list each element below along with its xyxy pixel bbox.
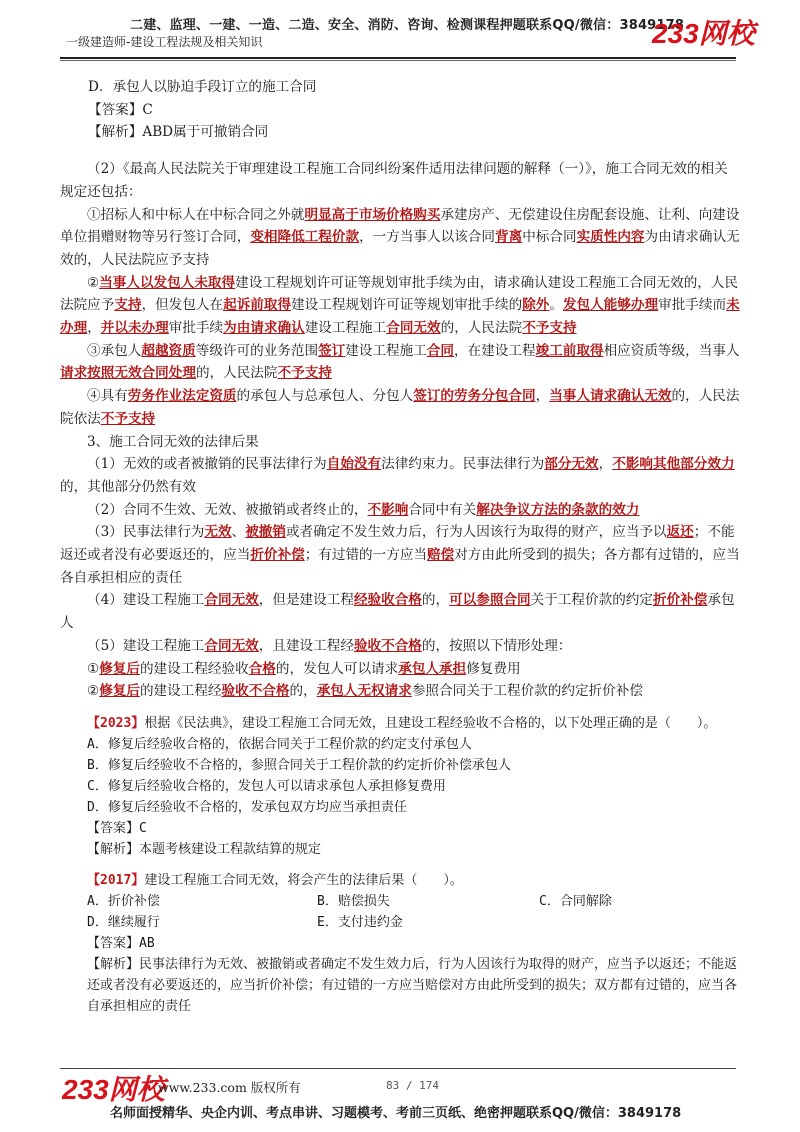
text-segment: ；有过错的一方应当 xyxy=(304,547,428,564)
analysis-line: 【解析】ABD属于可撤销合同 xyxy=(88,124,269,141)
key-phrase: 可以参照合同 xyxy=(449,592,531,609)
question-2023 xyxy=(60,713,740,860)
text-segment: 法律约束力。民事法律行为 xyxy=(381,456,545,473)
text-segment: （1）无效的或者被撤销的民事法律行为 xyxy=(87,456,327,473)
key-phrase: 无效 xyxy=(204,524,232,541)
text-segment: 的建设工程经 xyxy=(139,683,222,700)
section3-title: 3、施工合同无效的法律后果 xyxy=(87,433,259,450)
text-segment: ， xyxy=(535,388,550,405)
key-phrase: 合同无效 xyxy=(386,320,441,337)
section3-p3 xyxy=(60,521,740,589)
key-phrase: 部分无效 xyxy=(544,456,599,473)
key-phrase: 为由请求确认 xyxy=(223,320,305,337)
key-phrase: 明显高于市场价格购买 xyxy=(304,206,441,223)
option-d: D．修复后经验收不合格的，发承包双方均应当承担责任 xyxy=(87,799,407,815)
page-header xyxy=(0,0,800,58)
key-phrase: 起诉前取得 xyxy=(223,297,292,314)
section3-p4 xyxy=(60,589,740,634)
question-stem-text: 建设工程施工合同无效，将会产生的法律后果（ ）。 xyxy=(144,872,463,888)
key-phrase: 承包人无权请求 xyxy=(316,683,412,700)
key-phrase: 除外 xyxy=(522,297,550,314)
answer-line: 【答案】C xyxy=(87,820,147,836)
key-phrase: 验收不合格 xyxy=(221,683,290,700)
text-segment: ② xyxy=(87,683,100,700)
text-segment: 中标合同 xyxy=(522,229,577,246)
text-segment: 建设工程规划许可证等规划审批手续的 xyxy=(291,297,523,314)
question-year: 【2023】 xyxy=(87,715,145,731)
text-segment: 对方由此所受到的损失；各方都有过错的，应当各自承担相应的责任 xyxy=(60,547,740,586)
section2-intro: （2）《最高人民法院关于审理建设工程施工合同纠纷案件适用法律问题的解释（一）》，施工合同无效的相关规定还包括： xyxy=(60,161,728,200)
section2-item3 xyxy=(60,340,740,385)
option-c: C．合同解除 xyxy=(539,893,612,909)
key-phrase: 返还 xyxy=(666,524,694,541)
text-segment: ，但是建设工程 xyxy=(258,592,354,609)
option-c: C．修复后经验收合格的，发包人可以请求承包人承担修复费用 xyxy=(87,778,446,794)
key-phrase: 修复后 xyxy=(99,683,140,700)
text-segment: 建设工程施工 xyxy=(345,342,427,359)
text-segment: （3）民事法律行为 xyxy=(87,524,205,541)
text-segment: （4）建设工程施工 xyxy=(87,592,205,609)
text-segment: 的，人民法院 xyxy=(195,365,278,382)
key-phrase: 背离 xyxy=(495,229,523,246)
text-segment: ，一方当事人以该合同 xyxy=(359,229,495,246)
key-phrase: 合同 xyxy=(426,342,455,359)
header-divider-thin xyxy=(60,60,736,61)
section3-p2 xyxy=(60,499,740,522)
text-segment: 审批手续 xyxy=(168,320,224,337)
text-segment: 相应资质等级，当事人 xyxy=(603,342,740,359)
text-segment: ；不能返还或者没有必要返还的，应当 xyxy=(60,524,735,564)
text-segment: 关于工程价款的约定 xyxy=(530,592,653,609)
key-phrase: 修复后 xyxy=(99,660,140,677)
key-phrase: 不予支持 xyxy=(277,365,332,382)
text-segment: ② xyxy=(87,274,100,291)
footer-logo: 233网校 xyxy=(62,1074,165,1105)
header-divider xyxy=(60,57,736,59)
text-segment: 。 xyxy=(549,297,563,314)
text-segment: 的，发包人可以请求 xyxy=(275,660,399,677)
text-segment: ③承包人 xyxy=(87,342,142,359)
text-segment: 合同中有关 xyxy=(408,501,477,518)
section3-p5b xyxy=(60,680,740,703)
key-phrase: 合同无效 xyxy=(204,592,259,609)
text-segment: 的，人民法院依法 xyxy=(60,388,740,427)
key-phrase: 折价补偿 xyxy=(653,592,708,609)
text-segment: ， xyxy=(87,320,101,337)
text-segment: 的， xyxy=(289,683,317,700)
text-segment: 的，按照以下情形处理： xyxy=(421,637,572,654)
text-segment: ， xyxy=(598,456,613,473)
text-segment: 的承包人与总承包人、分包人 xyxy=(236,388,414,405)
option-e: E．支付违约金 xyxy=(317,914,403,930)
analysis-line: 【解析】本题考核建设工程款结算的规定 xyxy=(87,841,322,857)
text-segment: 为由请求确认无效的，人民法院应予支持 xyxy=(60,229,740,268)
key-phrase: 竣工前取得 xyxy=(535,342,604,359)
question-stem xyxy=(60,870,740,891)
text-segment: 修复费用 xyxy=(466,660,521,677)
text-segment: 、 xyxy=(231,524,246,541)
section2-item4 xyxy=(60,385,740,430)
section3-p5 xyxy=(60,635,740,658)
text-segment: （2）合同不生效、无效、被撤销或者终止的， xyxy=(87,501,368,518)
text-segment: ④具有 xyxy=(87,388,128,405)
text-segment: 参照合同关于工程价款的约定折价补偿 xyxy=(411,683,643,700)
section3-p5a xyxy=(60,658,740,681)
key-phrase: 折价补偿 xyxy=(250,547,305,564)
key-phrase: 变相降低工程价款 xyxy=(250,229,360,246)
answer-line: 【答案】C xyxy=(88,101,153,118)
text-segment: 的，其他部分仍然有效 xyxy=(60,478,196,495)
option-d: D．承包人以胁迫手段订立的施工合同 xyxy=(88,79,317,95)
page-number: 83 / 174 xyxy=(386,1079,439,1092)
answer-line: 【答案】AB xyxy=(87,935,155,951)
key-phrase: 不予支持 xyxy=(522,320,577,337)
brand-logo: 233网校 xyxy=(652,18,755,49)
text-segment: 的， xyxy=(421,592,450,609)
key-phrase: 合同无效 xyxy=(204,637,259,654)
option-a: A．折价补偿 xyxy=(87,893,160,909)
key-phrase: 被撤销 xyxy=(245,524,286,541)
key-phrase: 并以未办理 xyxy=(100,320,169,337)
section2-item1 xyxy=(60,204,740,272)
key-phrase: 不予支持 xyxy=(100,410,156,427)
text-segment: 承建房产、无偿建设住房配套设施、让利、向建设单位捐赠财物等另行签订合同， xyxy=(60,206,740,246)
key-phrase: 自始没有 xyxy=(326,456,382,473)
key-phrase: 未办理 xyxy=(60,297,740,337)
text-segment: 等级许可的业务范围 xyxy=(195,342,319,359)
analysis-line: 【解析】民事法律行为无效、被撤销或者确定不发生效力后，行为人因该行为取得的财产，应当予以返还；不能返还或者没有必要返还的，应当折价补偿；有过错的一方应当赔偿对方由此所受到的损失；双方都有过错的，应当各自承担相应的责任 xyxy=(87,956,738,1014)
key-phrase: 当事人请求确认无效 xyxy=(549,388,672,405)
footer-promo-text: 名师面授精华、央企内训、考点串讲、习题模考、考前三页纸、绝密押题联系QQ/微信：3849178 xyxy=(110,1106,682,1121)
question-stem-text: 根据《民法典》，建设工程施工合同无效，且建设工程经验收不合格的，以下处理正确的是（ ）。 xyxy=(144,715,717,731)
header-promo-text: 二建、监理、一建、一造、二造、安全、消防、咨询、检测课程押题联系QQ/微信：3849178 xyxy=(130,18,685,33)
key-phrase: 实质性内容 xyxy=(576,229,645,246)
key-phrase: 合格 xyxy=(248,660,276,677)
text-segment: 的建设工程经验收 xyxy=(139,660,249,677)
text-segment: 建设工程规划许可证等规划审批手续为由，请求确认建设工程施工合同无效的，人民法院应予 xyxy=(60,274,739,314)
text-segment: 的，人民法院 xyxy=(440,320,523,337)
key-phrase: 当事人以发包人未取得 xyxy=(99,274,236,291)
options-row xyxy=(60,891,740,912)
key-phrase: 支持 xyxy=(114,297,142,314)
key-phrase: 赔偿 xyxy=(427,547,455,564)
key-phrase: 验收不合格 xyxy=(353,637,422,654)
text-segment: ，但发包人在 xyxy=(141,297,224,314)
text-segment: 或者确定不发生效力后，行为人因该行为取得的财产，应当予以 xyxy=(285,524,667,541)
text-segment: （5）建设工程施工 xyxy=(87,637,205,654)
key-phrase: 请求按照无效合同处理 xyxy=(60,365,196,382)
key-phrase: 超越资质 xyxy=(141,342,196,359)
question-2017 xyxy=(60,870,740,1017)
key-phrase: 发包人能够办理 xyxy=(562,297,659,314)
section3-p1 xyxy=(60,453,740,498)
text-segment: 建设工程施工 xyxy=(304,320,387,337)
text-segment: ①招标人和中标人在中标合同之外就 xyxy=(87,206,305,223)
text-segment: ，在建设工程 xyxy=(454,342,536,359)
key-phrase: 签订 xyxy=(318,342,346,359)
key-phrase: 解决争议方法的条款的效力 xyxy=(476,501,640,518)
option-b: B．修复后经验收不合格的，参照合同关于工程价款的约定折价补偿承包人 xyxy=(87,757,511,773)
key-phrase: 不影响其他部分效力 xyxy=(612,456,735,473)
text-segment: 审批手续而 xyxy=(658,297,727,314)
option-a: A．修复后经验收合格的，依据合同关于工程价款的约定支付承包人 xyxy=(87,736,472,752)
options-row xyxy=(60,912,740,933)
question-year: 【2017】 xyxy=(87,872,145,888)
key-phrase: 签订的劳务分包合同 xyxy=(413,388,536,405)
question-stem xyxy=(60,713,740,734)
key-phrase: 不影响 xyxy=(367,501,409,518)
section2-item2 xyxy=(60,272,740,340)
key-phrase: 劳务作业法定资质 xyxy=(127,388,237,405)
header-course-title: 一级建造师-建设工程法规及相关知识 xyxy=(66,35,263,49)
document-body xyxy=(60,76,740,1017)
option-d: D．继续履行 xyxy=(87,914,160,930)
footer-site-text: www.233.com 版权所有 xyxy=(158,1080,301,1095)
option-b: B．赔偿损失 xyxy=(317,893,390,909)
text-segment: ① xyxy=(87,660,100,677)
text-segment: ，且建设工程经 xyxy=(258,637,354,654)
key-phrase: 承包人承担 xyxy=(398,660,467,677)
key-phrase: 经验收合格 xyxy=(353,592,422,609)
text-segment: 承包人 xyxy=(60,592,735,632)
